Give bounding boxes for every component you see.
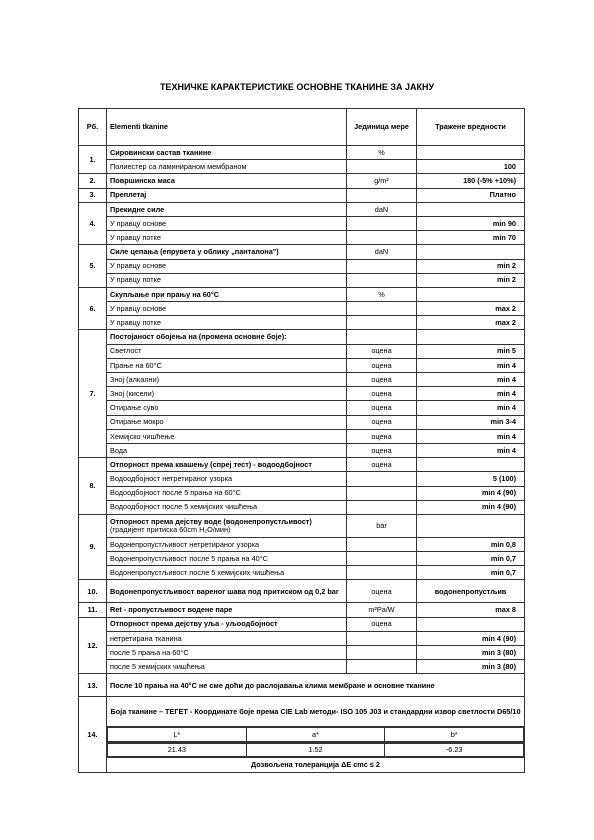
table-row <box>79 580 525 603</box>
row-value: min 4 <box>417 373 525 387</box>
row-unit: оцена <box>347 358 417 372</box>
row-unit: оцена <box>347 580 417 603</box>
l-value: 21.43 <box>108 743 247 757</box>
row-number: 7. <box>79 330 107 458</box>
table-row <box>79 472 525 486</box>
table-row <box>79 358 525 372</box>
row-value: min 4 <box>417 358 525 372</box>
row-unit: g/m² <box>347 174 417 188</box>
row-number: 8. <box>79 458 107 515</box>
row-label: У правцу основе <box>107 302 347 316</box>
table-row <box>79 617 525 631</box>
row-label: Полиестер са ламинираном мембраном <box>107 160 347 174</box>
row-label: Водоодбојност нетретираног узорка <box>107 472 347 486</box>
row-value: 5 (100) <box>417 472 525 486</box>
table-row <box>79 415 525 429</box>
row-heading: Силе цепања (епрувета у облику „панталона") <box>107 245 347 259</box>
color-coordinates-table <box>107 727 524 742</box>
color-heading: Боја тканине – ТЕГЕТ - Координате боје према CIE Lab методи- ISO 105 J03 и стандардни извор светлости D65/10 <box>107 697 525 727</box>
row-heading: После 10 прања на 40°C не сме доћи до раслојавања клима мембране и основне тканине <box>107 674 525 697</box>
row-number: 13. <box>79 674 107 697</box>
table-row <box>79 330 525 344</box>
row-unit: оцена <box>347 429 417 443</box>
row-heading-cell <box>107 514 347 537</box>
table-row <box>79 146 525 160</box>
row-value: Платно <box>417 188 525 202</box>
table-row <box>79 202 525 216</box>
row-label: Вода <box>107 443 347 457</box>
row-unit: оцена <box>347 617 417 631</box>
row-unit: оцена <box>347 443 417 457</box>
row-value: min 4 <box>417 429 525 443</box>
spec-table <box>78 108 525 773</box>
row-heading: Отпорност према квашењу (спреј тест) - водоодбојност <box>107 458 347 472</box>
table-row <box>79 387 525 401</box>
table-row <box>79 216 525 230</box>
row-heading: Сировински састав тканине <box>107 146 347 160</box>
table-row <box>79 302 525 316</box>
row-unit: daN <box>347 202 417 216</box>
row-number: 11. <box>79 603 107 617</box>
row-label: Зној (алкални) <box>107 373 347 387</box>
row-heading: Отпорност према дејству воде (водонепропустљивост) <box>110 517 312 527</box>
table-row <box>79 603 525 617</box>
row-label: Зној (кисели) <box>107 387 347 401</box>
table-row <box>79 458 525 472</box>
table-row <box>79 566 525 580</box>
row-value: min 4 (90) <box>417 486 525 500</box>
row-heading: Ret - пропустљивост водене паре <box>107 603 347 617</box>
row-unit: оцена <box>347 401 417 415</box>
row-number: 14. <box>79 697 107 772</box>
table-row <box>79 287 525 301</box>
table-row <box>79 344 525 358</box>
row-value: min 90 <box>417 216 525 230</box>
row-label: Прање на 60°C <box>107 358 347 372</box>
row-value: min 3 (80) <box>417 660 525 674</box>
row-label: У правцу потке <box>107 273 347 287</box>
row-value: min 4 <box>417 443 525 457</box>
row-number: 12. <box>79 617 107 674</box>
row-heading: Постојаност обојења на (промена основне боје): <box>107 330 347 344</box>
a-value: 1.52 <box>246 743 385 757</box>
row-label: после 5 прања на 60°C <box>107 646 347 660</box>
table-row <box>79 514 525 537</box>
row-value: 180 (-5% +10%) <box>417 174 525 188</box>
row-label: У правцу потке <box>107 316 347 330</box>
row-label: после 5 хемијских чишћења <box>107 660 347 674</box>
table-row <box>79 727 525 743</box>
page-title: ТЕХНИЧКЕ КАРАКТЕРИСТИКЕ ОСНОВНЕ ТКАНИНЕ ЗА ЈАКНУ <box>159 82 435 92</box>
table-row <box>79 631 525 645</box>
row-value: 100 <box>417 160 525 174</box>
row-unit: m²Pa/W <box>347 603 417 617</box>
row-value: min 70 <box>417 231 525 245</box>
row-label: нетретирана тканина <box>107 631 347 645</box>
table-row <box>79 160 525 174</box>
row-number: 1. <box>79 146 107 174</box>
table-row <box>79 758 525 772</box>
row-value: min 5 <box>417 344 525 358</box>
row-label: Водонепропустљивост нетретираног узорка <box>107 537 347 551</box>
row-unit: % <box>347 287 417 301</box>
row-label: Водоодбојност после 5 хемијских чишћења <box>107 500 347 514</box>
table-row <box>79 486 525 500</box>
table-row <box>79 245 525 259</box>
row-value: max 2 <box>417 302 525 316</box>
row-label: У правцу основе <box>107 259 347 273</box>
row-value: min 0,7 <box>417 552 525 566</box>
l-label: L* <box>108 728 247 742</box>
row-label: У правцу основе <box>107 216 347 230</box>
header-elements: Elementi tkanine <box>107 109 347 146</box>
row-value: min 2 <box>417 273 525 287</box>
row-label: Водонепропустљивост после 5 хемијских чишћења <box>107 566 347 580</box>
header-required: Тражене вредности <box>417 109 525 146</box>
row-unit: оцена <box>347 458 417 472</box>
table-row <box>79 401 525 415</box>
header-rb: Рб. <box>79 109 107 146</box>
row-number: 5. <box>79 245 107 288</box>
table-row <box>79 273 525 287</box>
row-number: 10. <box>79 580 107 603</box>
row-unit: оцена <box>347 415 417 429</box>
table-row <box>79 429 525 443</box>
table-row <box>79 259 525 273</box>
b-value: -6.23 <box>385 743 524 757</box>
row-heading: Скупљање при прању на 60°C <box>107 287 347 301</box>
table-row <box>79 231 525 245</box>
header-unit: Јединица мере <box>347 109 417 146</box>
row-value: min 3 (80) <box>417 646 525 660</box>
row-label: У правцу потке <box>107 231 347 245</box>
row-unit: оцена <box>347 387 417 401</box>
row-value: min 0,8 <box>417 537 525 551</box>
row-unit: daN <box>347 245 417 259</box>
table-row <box>79 443 525 457</box>
color-values-table <box>107 743 524 758</box>
table-row <box>79 674 525 697</box>
table-row <box>79 552 525 566</box>
table-row <box>79 500 525 514</box>
row-value: min 3-4 <box>417 415 525 429</box>
tolerance: Дозвољена толеранција ΔE cmc ≤ 2 <box>107 758 525 772</box>
row-heading: Прекидне силе <box>107 202 347 216</box>
row-subheading: (градијент притиска 60cm H₂O/мин) <box>110 524 231 534</box>
row-number: 3. <box>79 188 107 202</box>
table-header-row <box>79 109 525 146</box>
row-number: 2. <box>79 174 107 188</box>
table-row <box>79 373 525 387</box>
row-value: max 8 <box>417 603 525 617</box>
a-label: a* <box>246 728 385 742</box>
row-label: Водоодбојност после 5 прања на 60°C <box>107 486 347 500</box>
row-label: Хемијско чишћење <box>107 429 347 443</box>
row-unit: оцена <box>347 373 417 387</box>
table-row <box>79 188 525 202</box>
row-label: Отирање суво <box>107 401 347 415</box>
table-row <box>79 660 525 674</box>
table-row <box>79 697 525 727</box>
row-number: 6. <box>79 287 107 330</box>
row-heading: Водонепропустљивост вареног шава под притиском од 0,2 bar <box>107 580 347 603</box>
row-unit: bar <box>347 514 417 537</box>
row-label: Светлост <box>107 344 347 358</box>
table-row <box>79 646 525 660</box>
b-label: b* <box>385 728 524 742</box>
row-value: водонепропустљив <box>417 580 525 603</box>
row-unit: оцена <box>347 344 417 358</box>
row-heading: Отпорност према дејству уља - уљоодбојност <box>107 617 347 631</box>
row-value: min 0,7 <box>417 566 525 580</box>
row-value: min 2 <box>417 259 525 273</box>
table-row <box>79 174 525 188</box>
table-row <box>79 316 525 330</box>
row-number: 9. <box>79 514 107 580</box>
row-value: max 2 <box>417 316 525 330</box>
table-row <box>79 537 525 551</box>
row-label: Водонепропустљивост после 5 прања на 40°C <box>107 552 347 566</box>
table-row <box>79 742 525 758</box>
row-heading: Површинска маса <box>107 174 347 188</box>
row-heading: Преплетај <box>107 188 347 202</box>
row-value: min 4 (90) <box>417 500 525 514</box>
row-number: 4. <box>79 202 107 245</box>
row-value: min 4 (90) <box>417 631 525 645</box>
row-unit: % <box>347 146 417 160</box>
row-value: min 4 <box>417 387 525 401</box>
row-value: min 4 <box>417 401 525 415</box>
row-label: Отирање мокро <box>107 415 347 429</box>
